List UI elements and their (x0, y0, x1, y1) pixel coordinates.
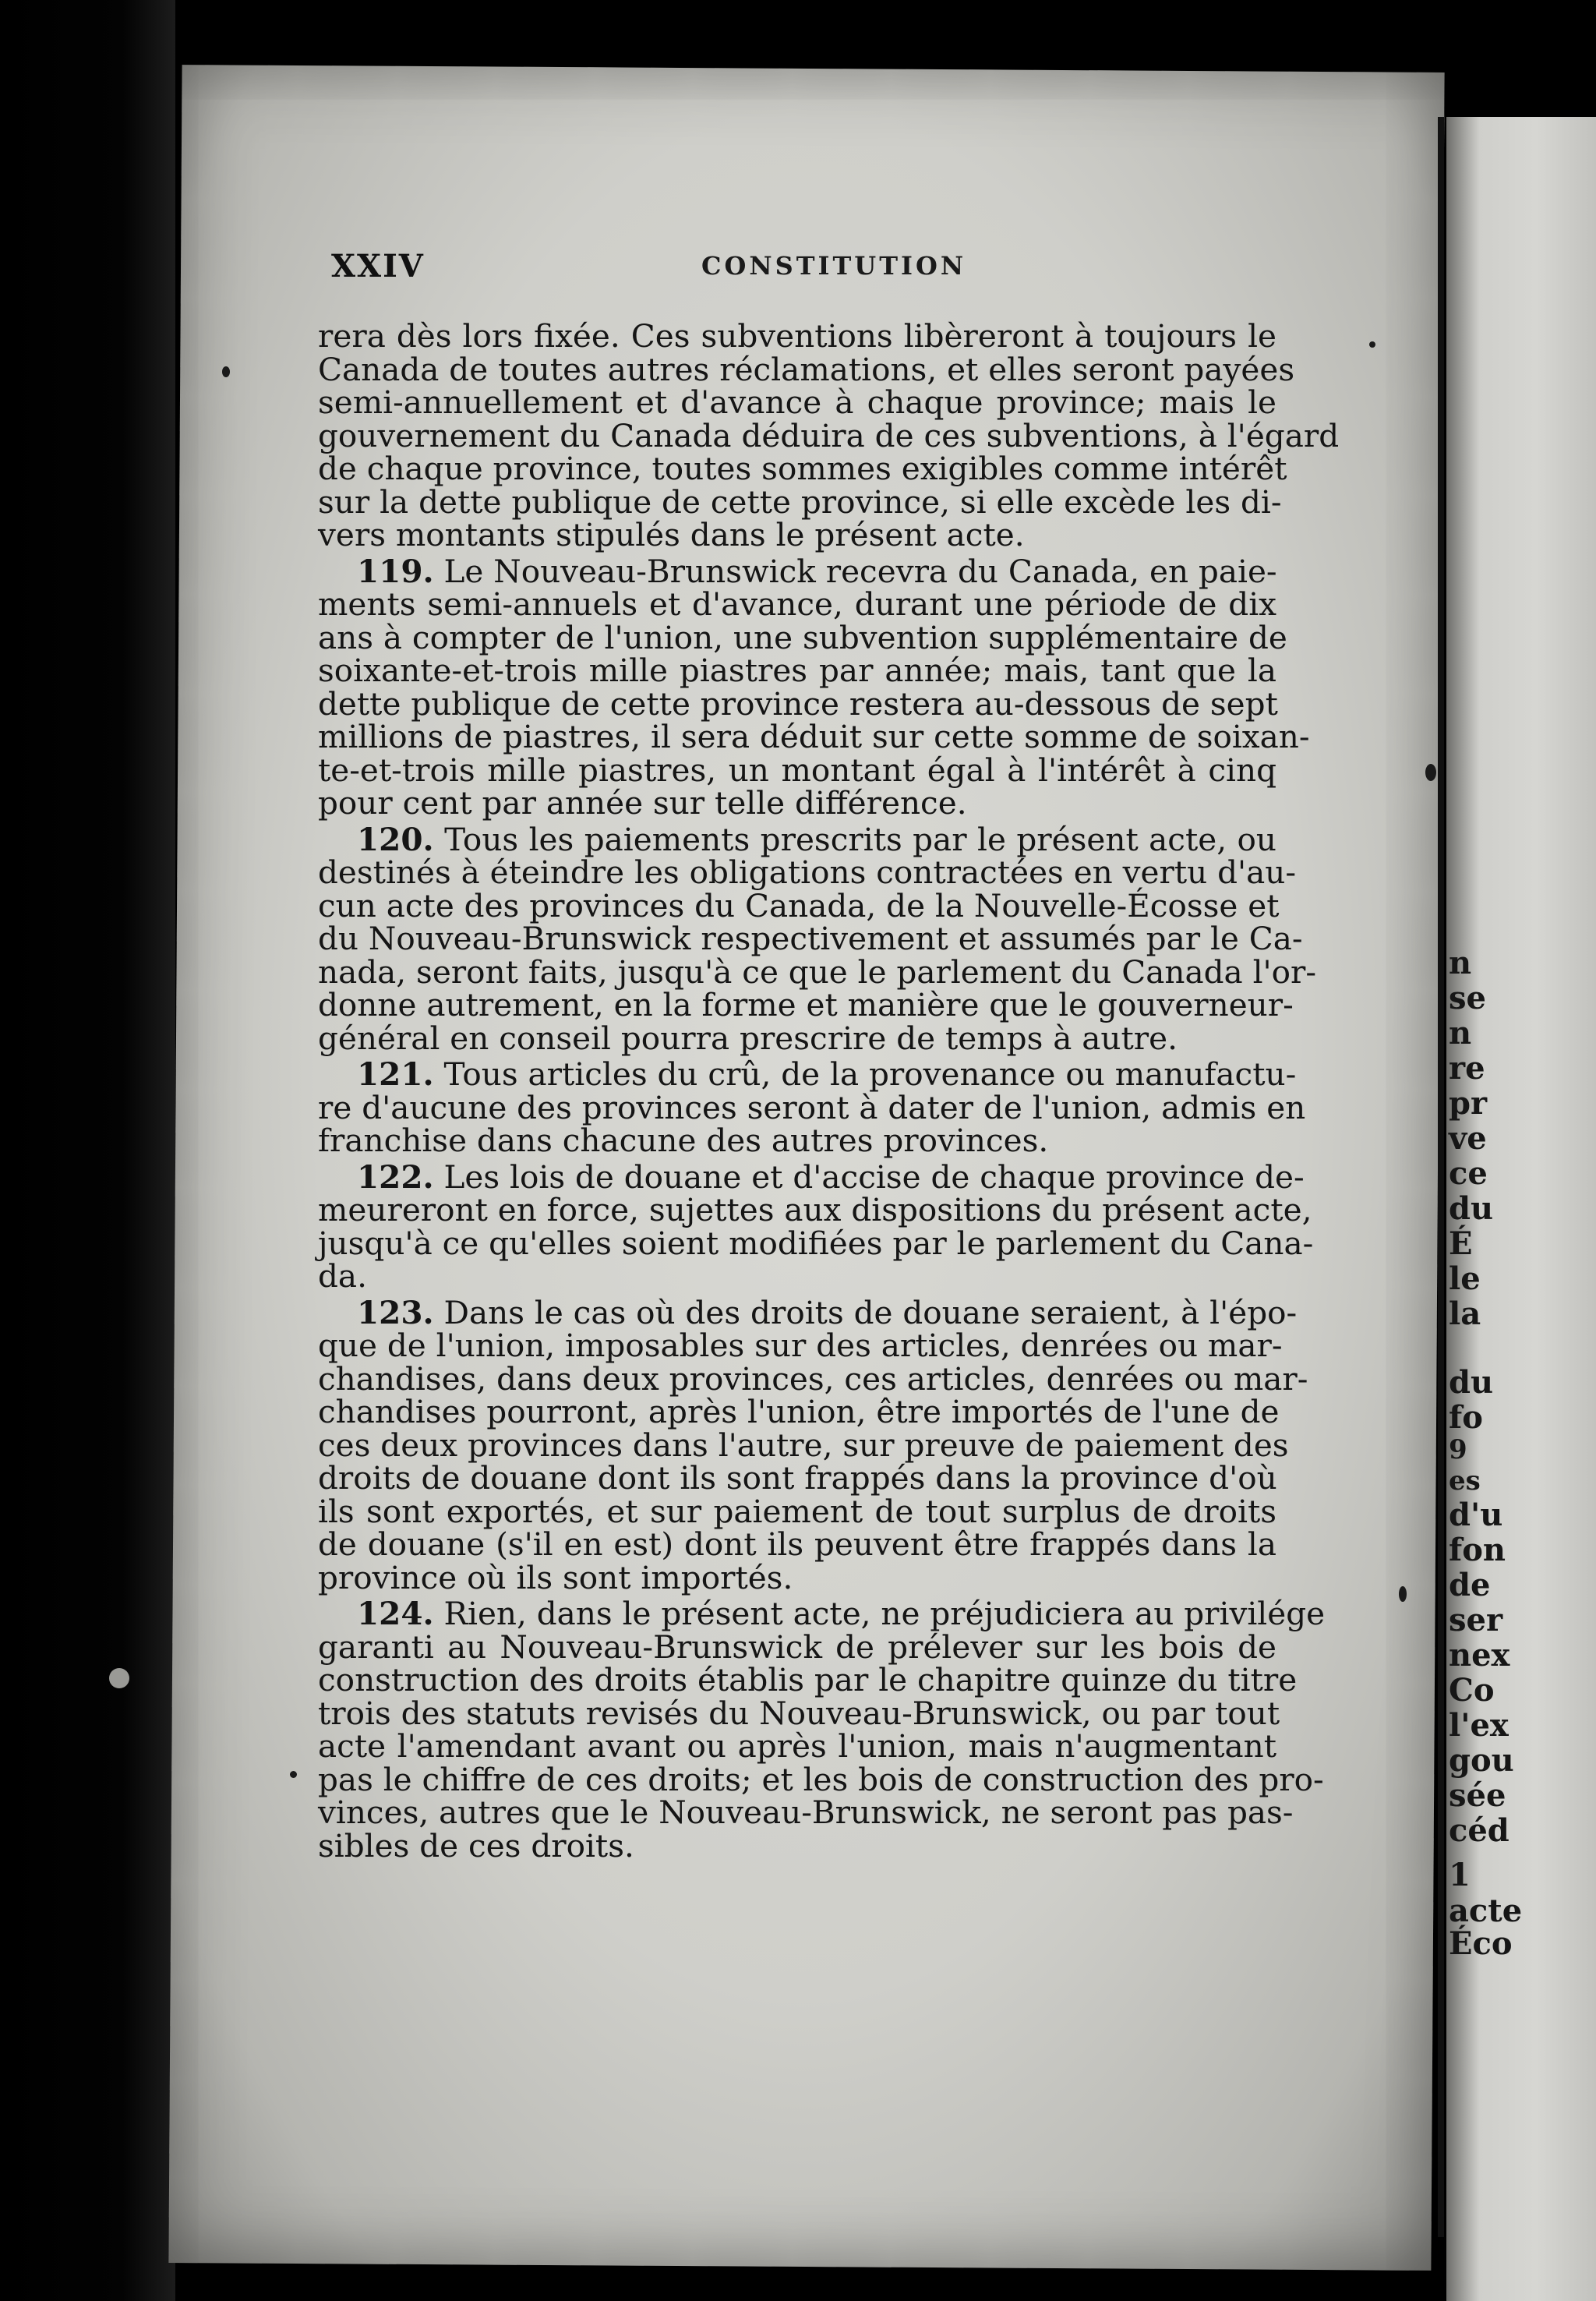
facing-page-text: l'ex (1449, 1707, 1509, 1744)
line-text: dette publique de cette province restera au-dessous de sept (318, 684, 1278, 723)
text-line (318, 1525, 1276, 1563)
article-number: 124. (357, 1595, 434, 1632)
text-line (318, 1088, 1306, 1126)
facing-page-text: Co (1449, 1672, 1495, 1709)
line-text: chandises pourront, après l'union, être importés de l'une de (318, 1393, 1280, 1430)
line-text: ils sont exportés, et sur paiement de tout surplus de droits (318, 1492, 1276, 1530)
text-line (318, 886, 1280, 924)
line-text: ans à compter de l'union, une subvention supplémentaire de (318, 618, 1287, 656)
text-line (318, 1191, 1312, 1228)
line-text: trois des statuts revisés du Nouveau-Brunswick, ou par tout (318, 1694, 1280, 1732)
facing-page-text: sée (1449, 1777, 1506, 1814)
text-line (318, 1760, 1324, 1798)
line-text: semi-annuellement et d'avance à chaque province; mais le (318, 384, 1276, 421)
line-text: Dans le cas où des droits de douane seraient, à l'épo- (433, 1293, 1298, 1331)
text-line (318, 786, 1276, 820)
page-number: XXIV (331, 248, 425, 285)
ink-speck (109, 1668, 129, 1688)
facing-page-text: re (1449, 1050, 1485, 1087)
facing-page-text: es (1449, 1465, 1481, 1497)
text-line (318, 1327, 1283, 1364)
text-line (318, 518, 1276, 552)
text-line (318, 416, 1340, 454)
facing-page-text: se (1449, 980, 1486, 1016)
line-text: rera dès lors fixée. Ces subventions libèreront à toujours le (318, 317, 1276, 355)
line-text: province où ils sont importés. (318, 1558, 793, 1596)
line-text: du Nouveau-Brunswick respectivement et assumés par le Ca- (318, 920, 1303, 957)
text-line (318, 1224, 1314, 1262)
line-text: que de l'union, imposables sur des articles, denrées ou mar- (318, 1327, 1283, 1364)
facing-page-text: acte (1449, 1893, 1523, 1929)
line-text: vinces, autres que le Nouveau-Brunswick, ne seront pas pas- (318, 1794, 1294, 1831)
article-number: 121. (357, 1055, 434, 1093)
facing-page-text: d'u (1449, 1497, 1503, 1533)
text-line (318, 317, 1276, 355)
line-text: chandises, dans deux provinces, ces articles, denrées ou mar- (318, 1359, 1308, 1398)
text-line (318, 654, 1276, 687)
article-line (318, 1055, 1297, 1093)
line-text: acte l'amendant avant ou après l'union, mais n'augmentant (318, 1727, 1276, 1765)
line-text: pour cent par année sur telle différence. (318, 784, 967, 822)
ink-speck (290, 1771, 297, 1778)
body-text (318, 317, 1340, 1864)
line-text: sibles de ces droits. (318, 1826, 634, 1864)
article-line (318, 1293, 1298, 1331)
text-line (318, 1727, 1276, 1765)
line-text: destinés à éteindre les obligations contractées en vertu d'au- (318, 854, 1297, 891)
line-text: garanti au Nouveau-Brunswick de prélever sur les bois de (318, 1628, 1276, 1666)
text-line (318, 920, 1303, 957)
line-text: Le Nouveau-Brunswick recevra du Canada, en paie- (433, 552, 1277, 590)
facing-page-text: fon (1449, 1532, 1506, 1568)
line-text: cun acte des provinces du Canada, de la Nouvelle-Écosse et (318, 886, 1280, 924)
ink-speck (1399, 1586, 1407, 1602)
line-text: droits de douane dont ils sont frappés dans la province d'où (318, 1459, 1277, 1497)
text-line (318, 1426, 1289, 1464)
article-line (318, 820, 1276, 858)
text-line (318, 1694, 1280, 1732)
line-text: meureront en force, sujettes aux dispositions du présent acte, (318, 1191, 1312, 1228)
line-text: général en conseil pourra prescrire de temps à autre. (318, 1019, 1178, 1057)
page-header (331, 248, 1282, 287)
facing-page-text: ser (1449, 1602, 1503, 1638)
article-line (318, 1158, 1305, 1196)
facing-page-text: n (1449, 1015, 1472, 1052)
facing-page-text: pr (1449, 1085, 1488, 1122)
text-line (318, 1794, 1294, 1831)
facing-page-text: É (1449, 1225, 1473, 1262)
facing-page-text: 9 (1449, 1434, 1467, 1465)
ink-speck (222, 366, 230, 377)
line-text: ces deux provinces dans l'autre, sur preuve de paiement des (318, 1426, 1289, 1464)
line-text: Rien, dans le présent acte, ne préjudiciera au privilége (433, 1595, 1326, 1632)
article-line (318, 552, 1277, 590)
line-text: Les lois de douane et d'accise de chaque province de- (433, 1158, 1305, 1196)
facing-page-text: de (1449, 1567, 1491, 1603)
scan-dark-margin (0, 0, 175, 2301)
line-text: millions de piastres, il sera déduit sur cette somme de soixan- (318, 718, 1310, 755)
text-line (318, 854, 1297, 891)
text-line (318, 482, 1282, 521)
text-line (318, 1558, 1276, 1596)
text-line (318, 1492, 1276, 1530)
line-text: vers montants stipulés dans le présent acte. (318, 516, 1025, 553)
facing-page-text: du (1449, 1364, 1494, 1401)
article-number: 122. (357, 1158, 434, 1196)
facing-page-text: fo (1449, 1399, 1483, 1436)
line-text: re d'aucune des provinces seront à dater de l'union, admis en (318, 1088, 1306, 1126)
text-line (318, 1661, 1298, 1698)
ink-speck (1369, 341, 1375, 348)
text-line (318, 450, 1287, 487)
text-line (318, 585, 1276, 623)
facing-page-text: ce (1449, 1155, 1488, 1192)
facing-page-text: nex (1449, 1637, 1510, 1674)
line-text: nada, seront faits, jusqu'à ce que le parlement du Canada l'or- (318, 953, 1317, 991)
text-line (318, 718, 1310, 755)
text-line (318, 350, 1295, 388)
text-line (318, 1628, 1276, 1666)
page-binding-shadow (1438, 117, 1444, 2237)
line-text: sur la dette publique de cette province, si elle excède les di- (318, 482, 1282, 521)
facing-page-text: du (1449, 1190, 1494, 1227)
line-text: ments semi-annuels et d'avance, durant une période de dix (318, 585, 1276, 623)
line-text: de douane (s'il en est) dont ils peuvent être frappés dans la (318, 1525, 1276, 1563)
line-text: donne autrement, en la forme et manière que le gouverneur- (318, 986, 1294, 1023)
facing-page-text: gou (1449, 1742, 1514, 1779)
line-text: pas le chiffre de ces droits; et les bois de construction des pro- (318, 1760, 1324, 1798)
facing-page-text: céd (1449, 1812, 1509, 1849)
line-text: franchise dans chacune des autres provinces. (318, 1122, 1049, 1159)
text-line (318, 618, 1287, 656)
facing-page-text: Éco (1449, 1925, 1513, 1962)
text-line (318, 751, 1276, 789)
line-text: Tous articles du crû, de la provenance ou manufactu- (433, 1055, 1297, 1093)
line-text: construction des droits établis par le chapitre quinze du titre (318, 1661, 1298, 1698)
text-line (318, 953, 1317, 991)
text-line (318, 1459, 1277, 1497)
line-text: de chaque province, toutes sommes exigibles comme intérêt (318, 450, 1287, 487)
text-line (318, 1393, 1280, 1430)
line-text: gouvernement du Canada déduira de ces subventions, à l'égard (318, 416, 1340, 454)
ink-speck (1425, 764, 1436, 781)
facing-page-text: le (1449, 1260, 1481, 1297)
line-text: da. (318, 1257, 367, 1295)
text-line (318, 1019, 1276, 1057)
facing-page-text: la (1449, 1295, 1481, 1332)
article-number: 123. (357, 1293, 434, 1331)
line-text: te-et-trois mille piastres, un montant égal à l'intérêt à cinq (318, 751, 1276, 789)
article-line (318, 1595, 1326, 1632)
article-number: 119. (357, 552, 434, 590)
text-line (318, 1826, 1276, 1864)
text-line (318, 986, 1294, 1023)
text-line (318, 1124, 1276, 1158)
facing-page-text: n (1449, 945, 1472, 981)
line-text: Tous les paiements prescrits par le présent acte, ou (433, 820, 1276, 858)
line-text: Canada de toutes autres réclamations, et elles seront payées (318, 350, 1295, 388)
article-number: 120. (357, 820, 434, 858)
running-title: CONSTITUTION (701, 251, 967, 281)
text-line (318, 684, 1278, 723)
text-line (318, 386, 1276, 419)
facing-page-text: ve (1449, 1120, 1487, 1157)
facing-page-fragment (1446, 117, 1596, 2301)
facing-page-text: 1 (1449, 1857, 1471, 1893)
text-line (318, 1257, 1276, 1295)
line-text: soixante-et-trois mille piastres par année; mais, tant que la (318, 652, 1276, 689)
line-text: jusqu'à ce qu'elles soient modifiées par le parlement du Cana- (318, 1224, 1314, 1262)
text-line (318, 1359, 1308, 1398)
